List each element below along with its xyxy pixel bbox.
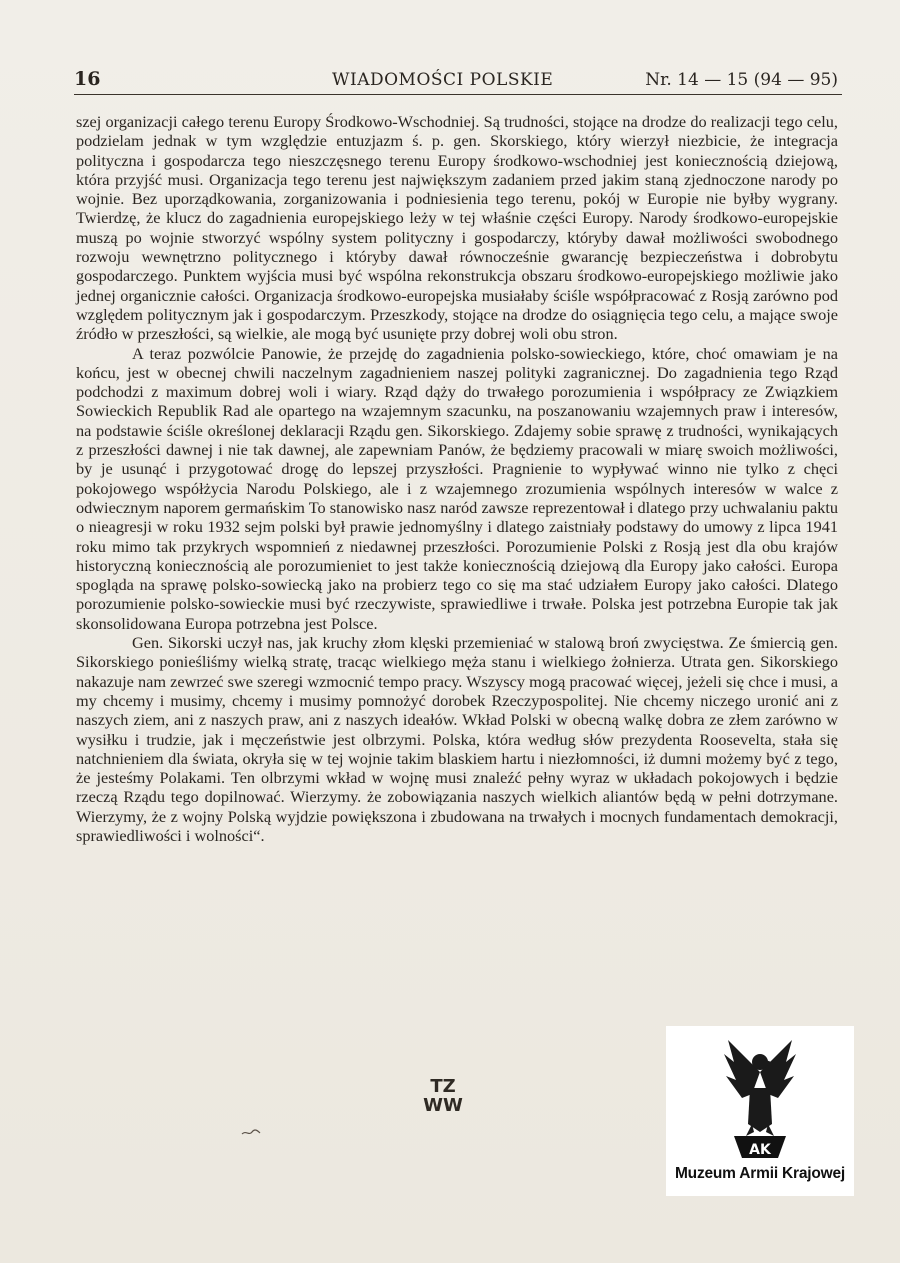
page-number: 16 xyxy=(74,68,101,90)
museum-watermark xyxy=(666,1026,854,1196)
article-body xyxy=(76,112,838,845)
paragraph: szej organizacji całego terenu Europy Środkowo-Wschodniej. Są trudności, stojące na drodze do realizacji tego celu, podzielam jednak w tym względzie entuzjazm ś. p. gen. Skorskiego, który wierzył niezbicie, że integracja polityczna i gospodarcza tego nieszczęsnego terenu Europy środkowo-wschodniej jest koniecznością dziejową, która przyjść musi. Organizacja tego terenu jest największym zadaniem przed jakim staną zjednoczone narody po wojnie. Bez uporządkowania, zorganizowania i podniesienia tego terenu, pokój w Europie nie byłby wygrany. Twierdzę, że klucz do zagadnienia europejskiego leży w tej właśnie części Europy. Narody środkowo-europejskie muszą po wojnie stworzyć wspólny system polityczny i gospodarczy, któryby dawał możliwości swobodnego rozwoju wewnętrzno politycznego i któryby dawał równocześnie gwarancję bezpieczeństwa i dobrobytu gospodarczego. Punktem wyjścia musi być wspólna rekonstrukcja obszaru środkowo-europejskiego możliwie jako jednej organicznie całości. Organizacja środkowo-europejska musiałaby ściśle współpracować z Rosją zarówno pod względem politycznym jak i gospodarczym. Przeszkody, stojące na drodze do osiągnięcia tego celu, a mające swoje źródło w przeszłości, są wielkie, ale mogą być usunięte przy dobrej woli obu stron. xyxy=(76,112,838,344)
issue-number: Nr. 14 — 15 (94 — 95) xyxy=(645,70,838,90)
paragraph: A teraz pozwólcie Panowie, że przejdę do zagadnienia polsko-sowieckiego, które, choć omawiam je na końcu, jest w obecnej chwili naczelnym zagadnieniem naszej polityki zagranicznej. Do zagadnienia tego Rząd podchodzi z maximum dobrej woli i wiary. Rząd dąży do trwałego porozumienia i współpracy ze Związkiem Sowieckich Republik Rad ale opartego na wzajemnym szacunku, na poszanowaniu wzajemnych praw i interesów, na podstawie ściśle określonej deklaracji Rządu gen. Sikorskiego. Zdajemy sobie sprawę z trudności, wynikających z przeszłości dawnej i nie tak dawnej, ale zapewniam Panów, że będziemy pracowali w miarę swoich możliwości, by je usunąć i przygotować drogę do lepszej przyszłości. Pragnienie to wypływać winno nie tylko z chęci pokojowego współżycia Narodu Polskiego, ale i z wzajemnego zrozumienia wspólnych interesów w walce z odwiecznym naporem germańskim To stanowisko nasz naród zawsze reprezentował i dlatego przy uchwalaniu paktu o nieagresji w roku 1932 sejm polski był prawie jednomyślny i dlatego zaistniały podstawy do umowy z lipca 1941 roku mimo tak przykrych wspomnień z niedawnej przeszłości. Porozumienie Polski z Rosją jest dla obu krajów historyczną koniecznością ale porozumieniet to jest także koniecznością dziejową dla Europy jako całości. Europa spogląda na sprawę polsko-sowiecką jako na probierz tego co się ma stać udziałem Europy jako całości. Dlatego porozumienie polsko-sowieckie musi być rzeczywiste, sprawiedliwe i trwałe. Polska jest potrzebna Europie tak jak skonsolidowana Europa potrzebna jest Polsce. xyxy=(76,343,838,633)
polish-eagle-anchor-icon xyxy=(720,1032,800,1164)
closing-monogram xyxy=(423,1077,463,1121)
museum-label: Muzeum Armii Krajowej xyxy=(674,1165,846,1182)
monogram-line: TZ xyxy=(430,1076,456,1097)
page-header xyxy=(74,64,842,95)
emblem-letters: AK xyxy=(749,1142,771,1158)
ink-scribble-icon xyxy=(240,1125,262,1139)
publication-title: WIADOMOŚCI POLSKIE xyxy=(332,70,554,90)
paragraph: Gen. Sikorski uczył nas, jak kruchy złom klęski przemieniać w stalową broń zwycięstwa. Ze śmiercią gen. Sikorskiego ponieśliśmy wielką stratę, tracąc wielkiego męża stanu i wielkiego żołnierza. Utrata gen. Sikorskiego nakazuje nam zewrzeć swe szeregi wzmocnić tempo pracy. Wszyscy mogą pracować więcej, jeżeli się chce i musi, a my chcemy i musimy, chcemy i musimy pomnożyć dorobek Rzeczypospolitej. Nie chcemy niczego uronić ani z naszych ziem, ani z naszych praw, ani z naszych ideałów. Wkład Polski w obecną walkę dobra ze złem zarówno w wysiłku i trudzie, jak i męczeństwie jest olbrzymi. Polska, która według słów prezydenta Roosevelta, stała się natchnieniem dla świata, okryła się w tej wojnie takim blaskiem hartu i niezłomności, iż dumni możemy być z tego, że jesteśmy Polakami. Ten olbrzymi wkład w wojnę musi znaleźć pełny wyraz w układach pokojowych i będzie rzeczą Rządu tego dopilnować. Wierzymy. że zobowiązania naszych wielkich aliantów będą w pełni dotrzymane. Wierzymy, że z wojny Polską wyjdzie powiększona i zbudowana na trwałych i mocnych fundamentach demokracji, sprawiedliwości i wolności“. xyxy=(76,633,838,845)
monogram-line: WW xyxy=(423,1095,463,1116)
